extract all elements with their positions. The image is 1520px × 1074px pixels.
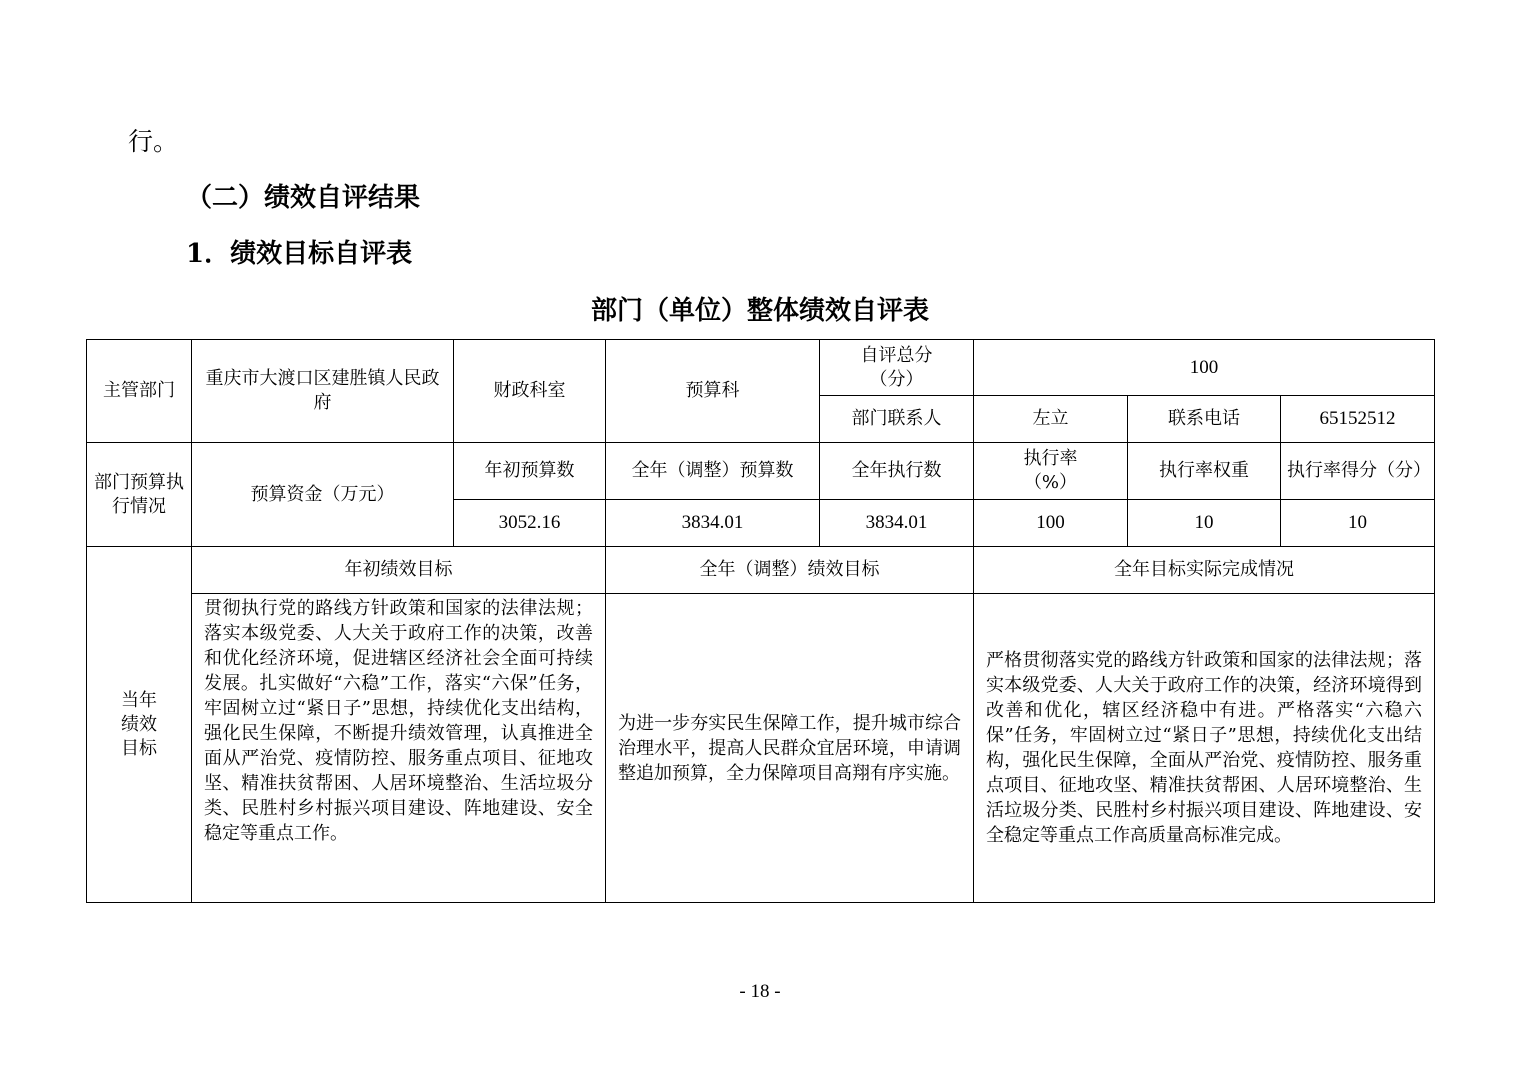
exec-weight-value: 10 [1128, 500, 1281, 547]
goal-adjusted-text: 为进一步夯实民生保障工作，提升城市综合治理水平，提高人民群众宜居环境，申请调整追加预算，全力保障项目高翔有序实施。 [606, 594, 974, 903]
col-exec-weight: 执行率权重 [1128, 443, 1281, 500]
score-label: 自评总分（分） [820, 340, 974, 396]
budget-section: 预算科 [606, 340, 820, 443]
competent-dept-value: 重庆市大渡口区建胜镇人民政府 [192, 340, 454, 443]
col-annual-exec: 全年执行数 [820, 443, 974, 500]
exec-rate-value: 100 [974, 500, 1128, 547]
contact-label: 部门联系人 [820, 396, 974, 443]
adjusted-budget-value: 3834.01 [606, 500, 820, 547]
competent-dept-label: 主管部门 [87, 340, 192, 443]
contact-value: 左立 [974, 396, 1128, 443]
continuation-text: 行。 [128, 127, 179, 156]
exec-score-value: 10 [1281, 500, 1435, 547]
score-value: 100 [974, 340, 1435, 396]
goal-col-actual: 全年目标实际完成情况 [974, 547, 1435, 594]
col-exec-score: 执行率得分（分） [1281, 443, 1435, 500]
goal-initial-text: 贯彻执行党的路线方针政策和国家的法律法规；落实本级党委、人大关于政府工作的决策，改善和优化经济环境，促进辖区经济社会全面可持续发展。扎实做好“六稳”工作，落实“六保”任务，牢固树立过“紧日子”思想，持续优化支出结构，强化民生保障，不断提升绩效管理，认真推进全面从严治党、疫情防控、服务重点项目、征地攻坚、精准扶贫帮困、人居环境整治、生活垃圾分类、民胜村乡村振兴项目建设、阵地建设、安全稳定等重点工作。 [192, 594, 606, 903]
finance-office: 财政科室 [454, 340, 606, 443]
goal-col-initial: 年初绩效目标 [192, 547, 606, 594]
initial-budget-value: 3052.16 [454, 500, 606, 547]
page-number: - 18 - [739, 981, 781, 1002]
goal-label: 当年绩效目标 [87, 547, 192, 903]
table-title: 部门（单位）整体绩效自评表 [590, 296, 929, 326]
subsection-heading: 1．绩效目标自评表 [186, 239, 413, 269]
budget-funds-label: 预算资金（万元） [192, 443, 454, 547]
phone-label: 联系电话 [1128, 396, 1281, 443]
goal-actual-text: 严格贯彻落实党的路线方针政策和国家的法律法规；落实本级党委、人大关于政府工作的决策，经济环境得到改善和优化，辖区经济稳中有进。严格落实“六稳六保”任务，牢固树立过“紧日子”思想，持续优化支出结构，强化民生保障，全面从严治党、疫情防控、服务重点项目、征地攻坚、精准扶贫帮困、人居环境整治、生活垃圾分类、民胜村乡村振兴项目建设、阵地建设、安全稳定等重点工作高质量高标准完成。 [974, 594, 1435, 903]
section-heading: （二）绩效自评结果 [186, 183, 421, 213]
annual-exec-value: 3834.01 [820, 500, 974, 547]
col-exec-rate: 执行率（%） [974, 443, 1128, 500]
goal-col-adjusted: 全年（调整）绩效目标 [606, 547, 974, 594]
col-initial-budget: 年初预算数 [454, 443, 606, 500]
phone-value: 65152512 [1281, 396, 1435, 443]
col-adjusted-budget: 全年（调整）预算数 [606, 443, 820, 500]
budget-exec-label: 部门预算执行情况 [87, 443, 192, 547]
performance-evaluation-table [86, 339, 1435, 903]
